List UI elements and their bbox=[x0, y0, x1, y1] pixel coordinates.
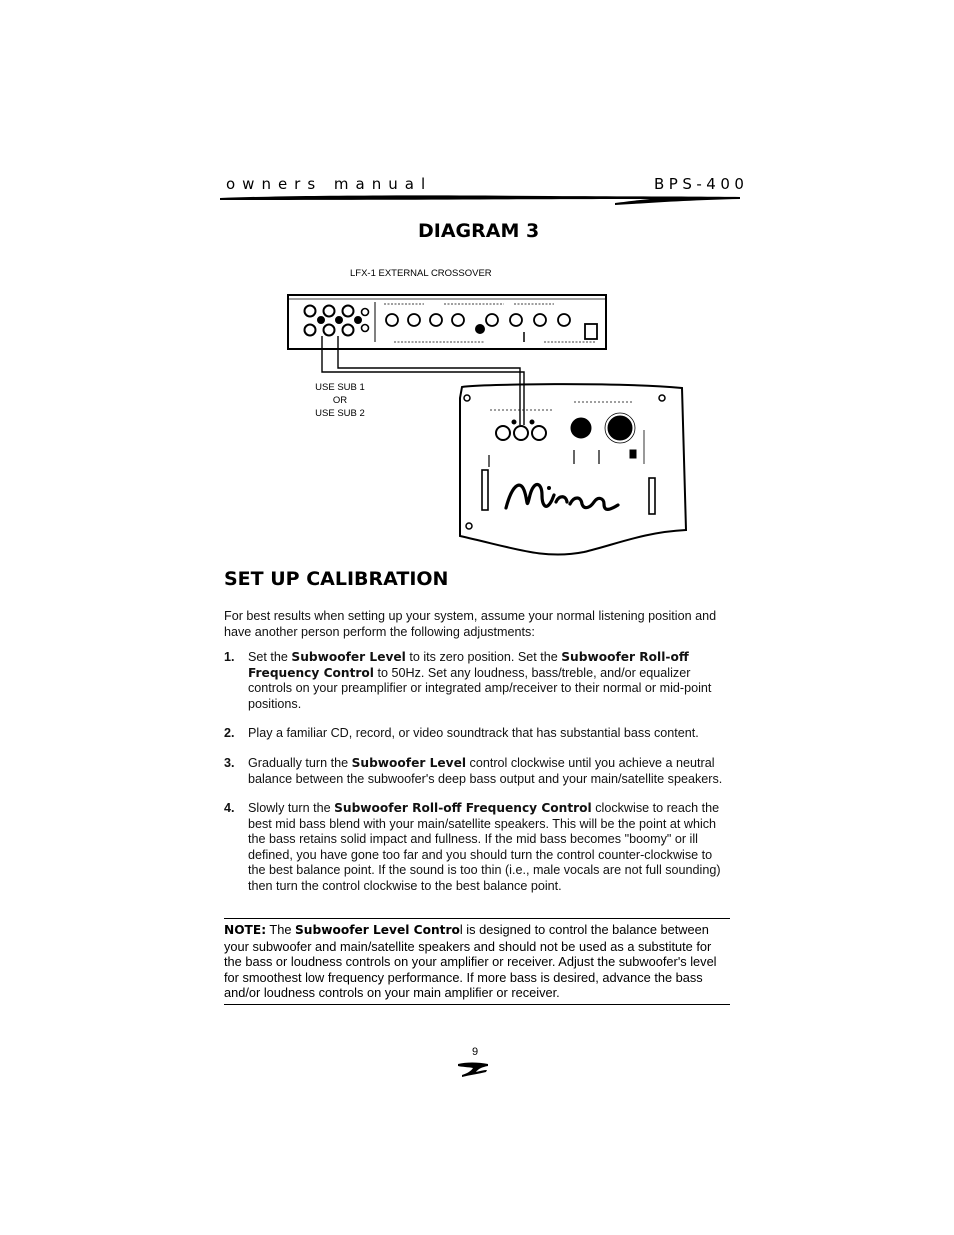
running-header-left: owners manual bbox=[226, 175, 433, 193]
step-text: Play a familiar CD, record, or video soundtrack that has substantial bass content. bbox=[248, 726, 699, 740]
step-number: 2. bbox=[224, 726, 235, 740]
page-number: 9 bbox=[472, 1046, 479, 1058]
step-text-part: to its zero position. Set the bbox=[405, 650, 562, 664]
header-swoosh-rule bbox=[220, 192, 742, 208]
use-sub-line-1: USE SUB 1 bbox=[315, 382, 365, 393]
step-text-part: Slowly turn the bbox=[248, 801, 335, 815]
step-text-part: control clockwise until you achieve a neutral balance between the subwoofer's deep bass output and your main/satellite speakers. bbox=[248, 756, 723, 786]
step-text bbox=[248, 756, 724, 787]
use-sub-line-or: OR bbox=[332, 395, 348, 406]
step-control-name: Subwoofer Level bbox=[351, 756, 467, 770]
step-text bbox=[248, 801, 724, 895]
crossover-unit bbox=[288, 295, 606, 349]
mirage-page-mark-icon bbox=[456, 1058, 492, 1078]
step-text-part: clockwise to reach the best mid bass blend with your main/satellite speakers. This will be the point at which the bass retains solid impact and fullness. If the mid bass becomes "boomy" or ill defined, you have gone too far and you should turn the control counter-clockwise to the best balance point. If the sound is too thin (i.e., male vocals are not full sounding) then turn the control clockwise to the best balance point. bbox=[248, 801, 721, 893]
crossover-label: LFX-1 EXTERNAL CROSSOVER bbox=[350, 268, 492, 279]
section-title: SET UP CALIBRATION bbox=[224, 568, 449, 590]
step-text bbox=[248, 650, 724, 712]
note-text-part: l is designed to control the balance between your subwoofer and main/satellite speakers and should not be used as a substitute for the bass or loudness controls on your amplifier or receiver. Adjust the subwoofer's level for smoothest low frequency performance. If more bass is desired, advance the bass and/or loudness controls on your main amplifier or receiver. bbox=[224, 922, 717, 1001]
note-text-part: The bbox=[266, 922, 296, 937]
note-control-name: Subwoofer Level Contro bbox=[295, 923, 460, 937]
intro-paragraph: For best results when setting up your system, assume your normal listening position and have another person perform the following adjustments: bbox=[224, 609, 717, 639]
step-4 bbox=[224, 801, 724, 895]
note-box bbox=[224, 922, 732, 1001]
step-text-part: Gradually turn the bbox=[248, 756, 352, 770]
running-header-model: BPS-400 bbox=[654, 175, 749, 193]
step-text-part: to 50Hz. Set any loudness, bass/treble, and/or equalizer controls on your preamplifier or integrated amp/receiver to their normal or mid-point positions. bbox=[248, 665, 712, 711]
note-top-rule bbox=[224, 918, 730, 919]
note-bottom-rule bbox=[224, 1004, 730, 1005]
subwoofer-plate bbox=[460, 384, 686, 554]
use-sub-line-2: USE SUB 2 bbox=[315, 408, 365, 419]
step-control-name: Subwoofer Roll-off Frequency Control bbox=[334, 801, 592, 815]
step-control-name: Subwoofer Roll-off Frequency Control bbox=[248, 650, 689, 680]
step-3 bbox=[224, 756, 724, 787]
step-2 bbox=[224, 726, 724, 742]
wiring-diagram bbox=[284, 290, 690, 562]
step-1 bbox=[224, 650, 724, 712]
step-number: 4. bbox=[224, 801, 235, 815]
use-sub-label bbox=[312, 381, 368, 420]
step-number: 3. bbox=[224, 756, 235, 770]
step-text-part: Set the bbox=[248, 650, 292, 664]
diagram-title: DIAGRAM 3 bbox=[418, 220, 540, 242]
note-label: NOTE: bbox=[224, 923, 267, 937]
step-control-name: Subwoofer Level bbox=[291, 650, 406, 664]
step-number: 1. bbox=[224, 650, 235, 664]
